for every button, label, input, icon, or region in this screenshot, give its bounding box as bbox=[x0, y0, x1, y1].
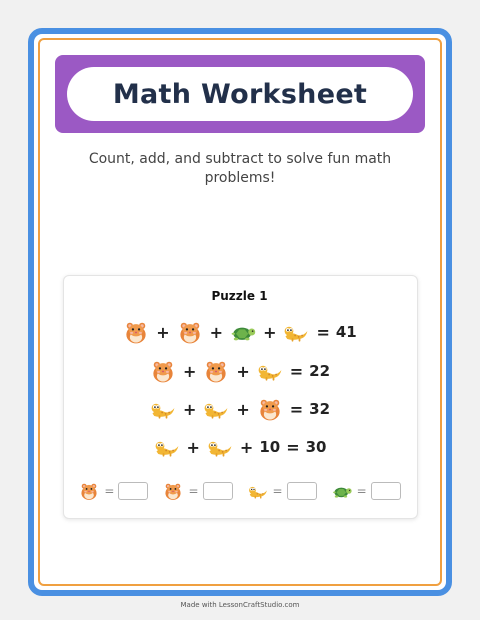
instructions-text: Count, add, and subtract to solve fun math problems! bbox=[88, 151, 392, 186]
equals-sign: = bbox=[286, 437, 300, 457]
title-pill bbox=[67, 67, 413, 121]
plus-sign: + bbox=[239, 437, 254, 457]
equals-sign: = bbox=[104, 484, 115, 498]
plus-sign: + bbox=[236, 361, 250, 381]
plus-sign: + bbox=[236, 399, 250, 419]
footer-credit: Made with LessonCraftStudio.com bbox=[180, 601, 300, 609]
equals-sign: = bbox=[272, 484, 283, 498]
turtle-icon bbox=[331, 480, 353, 502]
hamster-icon bbox=[162, 480, 184, 502]
answer-box[interactable] bbox=[371, 482, 401, 500]
lizard-icon bbox=[149, 395, 177, 423]
answer-row bbox=[63, 478, 416, 504]
hamster-icon bbox=[78, 480, 100, 502]
answer-box[interactable] bbox=[287, 482, 317, 500]
plus-sign: + bbox=[182, 361, 197, 381]
hamster-icon bbox=[149, 357, 177, 385]
equation-row-3 bbox=[63, 393, 416, 425]
answer-turtle bbox=[331, 480, 401, 502]
answer-hamster-2 bbox=[162, 480, 232, 502]
equation-row-1 bbox=[63, 316, 416, 348]
equation-result: 32 bbox=[309, 400, 331, 418]
lizard-icon bbox=[202, 395, 230, 423]
hamster-icon bbox=[202, 357, 230, 385]
equation-result: 41 bbox=[335, 323, 357, 341]
equals-sign: = bbox=[188, 484, 199, 498]
hamster-icon bbox=[256, 395, 284, 423]
lizard-icon bbox=[256, 357, 284, 385]
lizard-icon bbox=[247, 480, 269, 502]
equals-sign: = bbox=[316, 322, 330, 342]
lizard-icon bbox=[153, 433, 181, 461]
equals-sign: = bbox=[356, 484, 367, 498]
plus-sign: + bbox=[182, 399, 197, 419]
equation-row-4 bbox=[63, 431, 416, 463]
answer-box[interactable] bbox=[118, 482, 148, 500]
plus-sign: + bbox=[186, 437, 200, 457]
equals-sign: = bbox=[289, 361, 304, 381]
equals-sign: = bbox=[289, 399, 304, 419]
answer-hamster bbox=[78, 480, 148, 502]
answer-lizard bbox=[247, 480, 317, 502]
hamster-icon bbox=[122, 318, 150, 346]
equation-result: 30 bbox=[305, 438, 327, 456]
lizard-icon bbox=[282, 318, 310, 346]
plus-sign: + bbox=[156, 322, 170, 342]
turtle-icon bbox=[229, 318, 257, 346]
puzzle-title: Puzzle 1 bbox=[211, 289, 268, 303]
answer-box[interactable] bbox=[203, 482, 233, 500]
equation-result: 22 bbox=[309, 362, 331, 380]
plus-sign: + bbox=[263, 322, 277, 342]
page-title: Math Worksheet bbox=[112, 78, 368, 110]
equation-constant: 10 bbox=[259, 438, 281, 456]
plus-sign: + bbox=[209, 322, 224, 342]
lizard-icon bbox=[206, 433, 234, 461]
hamster-icon bbox=[176, 318, 204, 346]
equation-row-2 bbox=[63, 355, 416, 387]
